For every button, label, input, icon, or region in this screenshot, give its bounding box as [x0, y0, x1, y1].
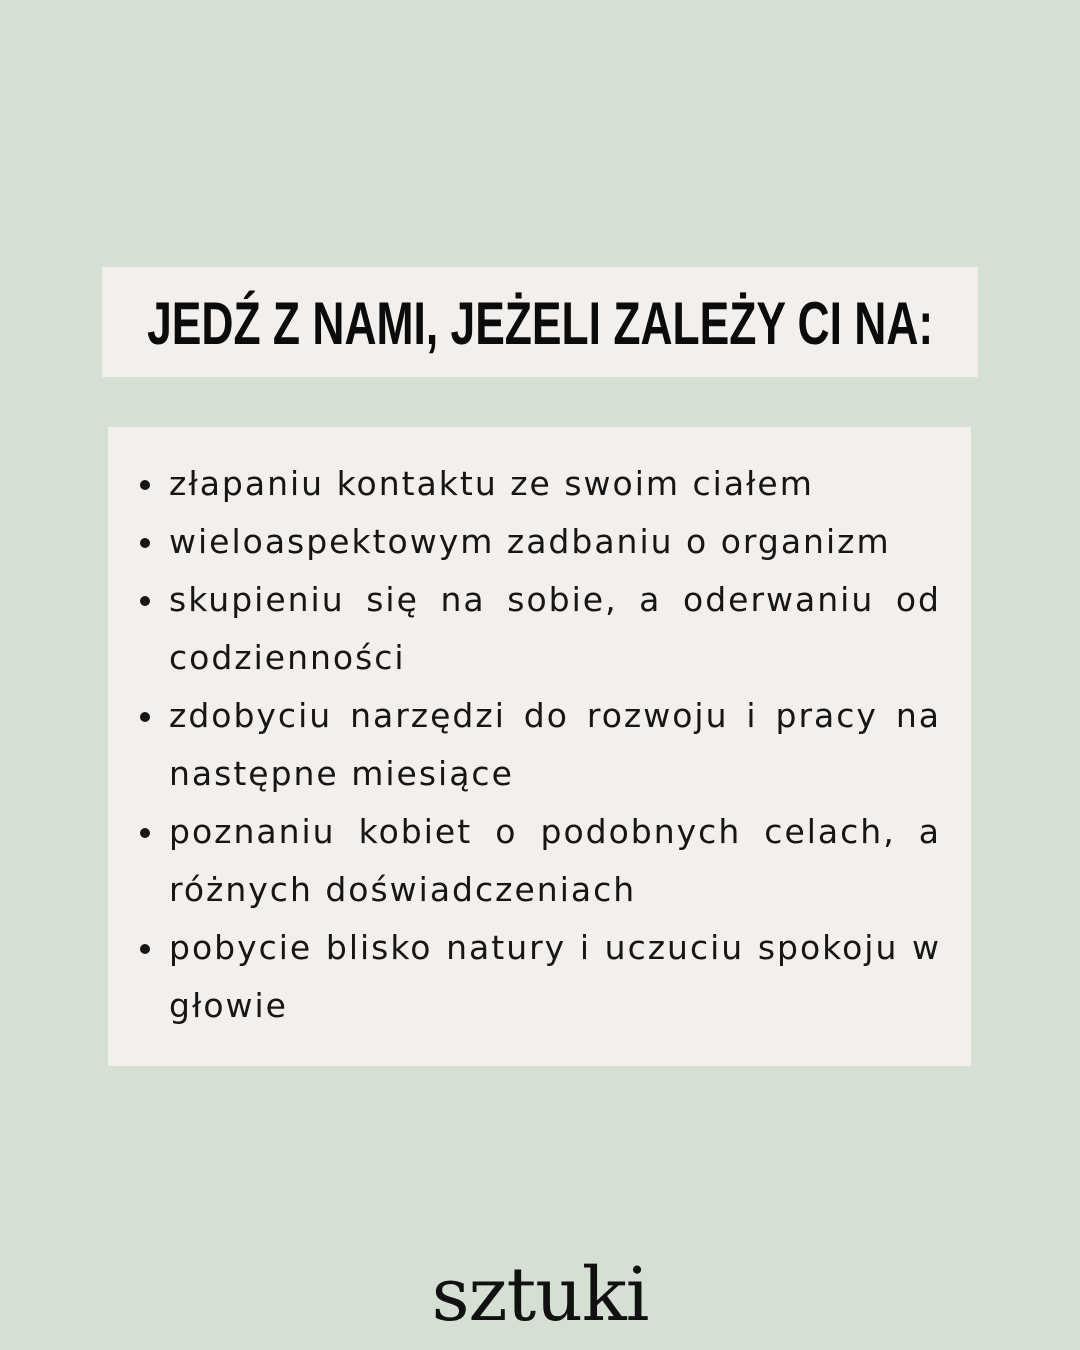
list-item: [140, 803, 941, 919]
list-item-text: zdobyciu narzędzi do rozwoju i pracy na następne miesiące: [169, 696, 941, 793]
page-title: JEDŹ Z NAMI, JEŻELI ZALEŻY CI NA:: [146, 290, 934, 357]
list-item-text: poznaniu kobiet o podobnych celach, a różnych doświadczeniach: [169, 812, 941, 909]
bullet-icon: [140, 480, 150, 490]
heading-banner: [102, 267, 978, 377]
benefits-panel: [108, 427, 971, 1066]
brand-logo: sztuki: [431, 1252, 649, 1338]
list-item-text: wieloaspektowym zadbaniu o organizm: [169, 522, 891, 561]
bullet-icon: [140, 712, 150, 722]
list-item-text: złapaniu kontaktu ze swoim ciałem: [169, 464, 814, 503]
list-item: [140, 571, 941, 687]
list-item: [140, 687, 941, 803]
bullet-icon: [140, 596, 150, 606]
list-item-text: pobycie blisko natury i uczuciu spokoju w głowie: [169, 928, 941, 1025]
list-item: [140, 919, 941, 1035]
benefits-list: [140, 455, 941, 1035]
bullet-icon: [140, 944, 150, 954]
bullet-icon: [140, 828, 150, 838]
list-item-text: skupieniu się na sobie, a oderwaniu od codzienności: [169, 580, 941, 677]
list-item: [140, 513, 941, 571]
bullet-icon: [140, 538, 150, 548]
list-item: [140, 455, 941, 513]
